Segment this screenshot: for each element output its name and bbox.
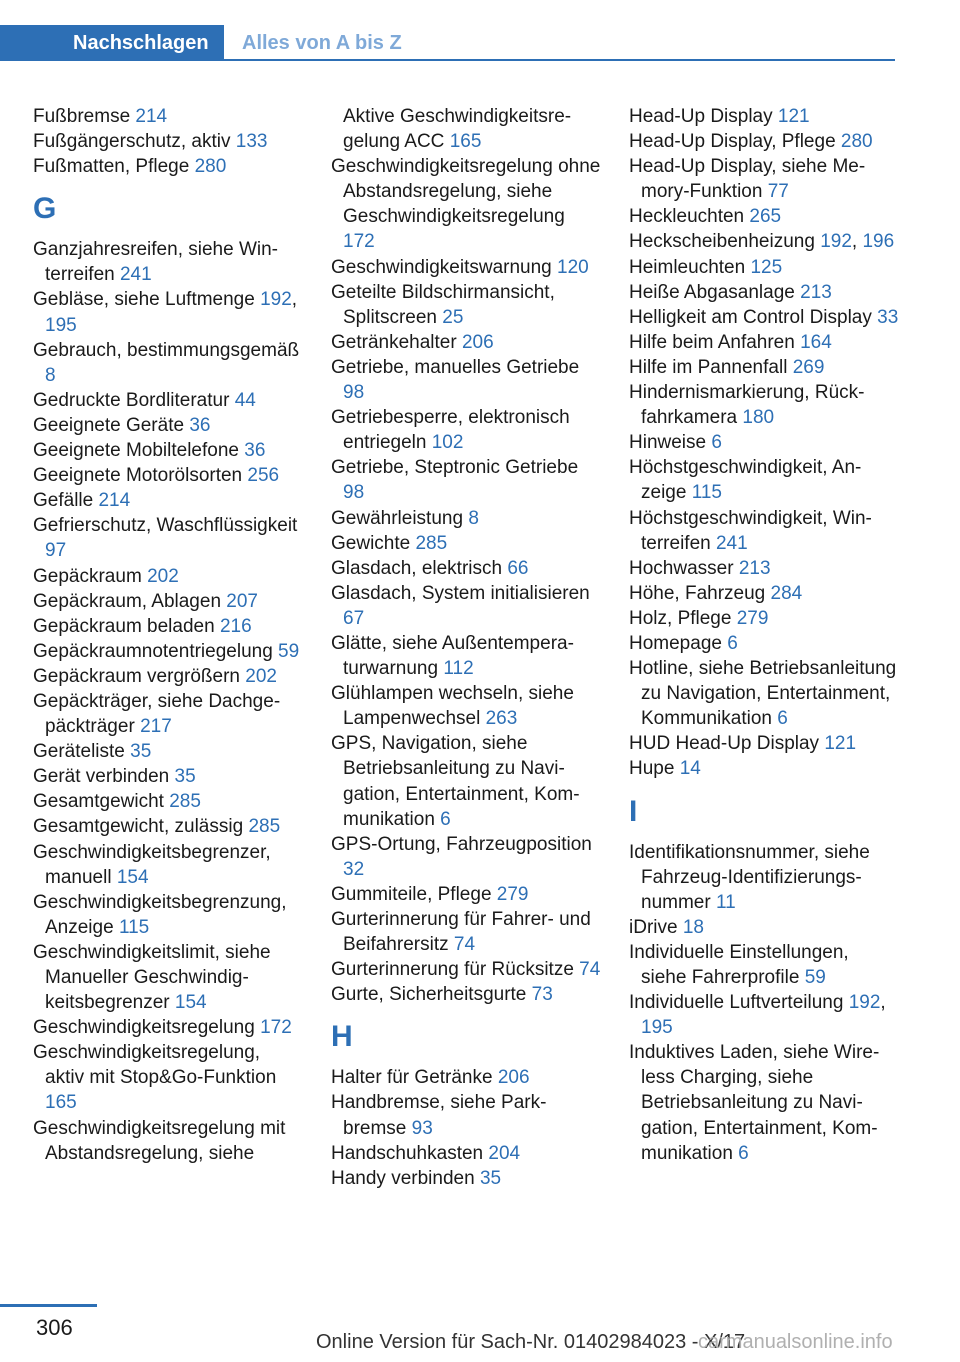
index-entry (629, 129, 899, 154)
index-entry-term: Gepäckträger, siehe Dachgepäckträger (33, 690, 281, 738)
index-entry-term: Getriebe, Steptronic Getriebe (331, 457, 579, 479)
index-entry (629, 840, 899, 915)
index-entry (629, 506, 899, 556)
index-entry-term: Head-Up Display, Pflege (629, 131, 836, 153)
index-entry (33, 1015, 303, 1040)
index-letter-heading: H (331, 1020, 353, 1054)
page-reference-link[interactable]: 241 (119, 264, 152, 286)
index-entry (629, 731, 899, 756)
index-entry-term: Gepäckraum, Ablagen (33, 590, 222, 612)
page-reference-link[interactable]: 35 (479, 1167, 502, 1189)
index-entry-term: Geschwindigkeitsregelung (33, 1017, 255, 1039)
index-entry-term: Gedruckte Bordliteratur (33, 389, 230, 411)
index-entry (33, 513, 303, 563)
page-reference-link[interactable]: 98 (343, 382, 365, 404)
index-entry-term: Gesamtgewicht (33, 791, 164, 813)
index-entry (629, 940, 899, 990)
page-reference-link[interactable]: 77 (767, 181, 789, 203)
page-reference-link[interactable]: 8 (45, 364, 56, 386)
index-entry (33, 1040, 303, 1115)
index-entry (331, 355, 601, 405)
page-reference-link[interactable]: 6 (440, 808, 451, 830)
index-entry-term: Geschwindigkeitslimit, siehe Manueller Geschwindigkeitsbegrenzer (33, 941, 271, 1014)
index-entry (331, 1090, 601, 1140)
page-reference-link[interactable]: 11 (715, 891, 736, 913)
index-entry-term: Geschwindigkeitsregelung mit Abstandsregelung, siehe (33, 1117, 286, 1164)
index-entry-term: Heimleuchten (629, 256, 746, 278)
footer-rule (0, 1304, 97, 1307)
index-entry-term: Hilfe beim Anfahren (629, 331, 795, 353)
index-entry-term: Glasdach, elektrisch (331, 557, 503, 579)
index-entry-term: Gurterinnerung für Fahrer- und Beifahrersitz (331, 909, 591, 956)
index-entry-term: Gebrauch, bestimmungsgemäß (33, 339, 300, 361)
index-entry (33, 789, 303, 814)
index-entry-term: Hilfe im Pannenfall (629, 356, 788, 378)
page-number: 306 (36, 1315, 73, 1340)
index-entry-term: Gerät verbinden (33, 766, 170, 788)
index-entry (331, 982, 601, 1007)
page-reference-link[interactable]: 154 (116, 866, 149, 888)
index-entry (629, 1040, 899, 1165)
index-entry-term: Geeignete Geräte (33, 414, 185, 436)
page-reference-link[interactable]: 207 (226, 590, 258, 612)
index-entry-term: Gesamtgewicht, zulässig (33, 816, 244, 838)
online-version-note: Online Version für Sach-Nr. 01402984023 - X/17 (316, 1331, 746, 1353)
page-reference-link[interactable]: 214 (135, 106, 168, 127)
index-entry-term: Geeignete Mobiltelefone (33, 440, 239, 462)
index-entry-term: Handbremse, siehe Parkbremse (331, 1092, 547, 1139)
index-entry-term: Induktives Laden, siehe Wireless Charging, siehe Betriebsanleitung zu Navigation, Entertainment, Kommunikation (629, 1042, 880, 1164)
index-entry-term: Holz, Pflege (629, 607, 732, 629)
page-reference-link[interactable]: 35 (174, 766, 196, 788)
page-reference-link[interactable]: 265 (749, 206, 782, 228)
index-entry-term: Glasdach, System initialisieren (331, 582, 590, 604)
index-entry-term: Heckscheibenheizung (629, 231, 815, 253)
index-entry (629, 631, 899, 656)
index-entry-term: Geschwindigkeitsregelung, aktiv mit Stop&Go-Funktion (33, 1042, 277, 1089)
page-reference-link[interactable]: 279 (496, 883, 529, 905)
page-reference-link[interactable]: 165 (45, 1092, 77, 1114)
index-entry (629, 355, 899, 380)
index-entry-term: Gepäckraum (33, 565, 142, 587)
index-entry (331, 1166, 601, 1191)
page-reference-link[interactable]: 165 (449, 131, 482, 153)
index-entry-term: Hindernismarkierung, Rückfahrkamera (629, 382, 865, 429)
index-entry (33, 564, 303, 589)
page-reference-link[interactable]: 285 (169, 791, 201, 813)
page-reference-link[interactable]: 74 (579, 959, 601, 981)
index-entry (33, 388, 303, 413)
index-entry-term: Fußgängerschutz, aktiv (33, 131, 231, 153)
index-entry (629, 581, 899, 606)
index-entry (331, 154, 601, 254)
index-entry-term: Getriebe, manuelles Getriebe (331, 356, 580, 378)
index-entry: Gebläse, siehe Luftmenge 192, 195 (33, 289, 298, 336)
page-reference-link[interactable]: 241 (715, 532, 748, 554)
page-reference-link[interactable]: 8 (468, 507, 479, 529)
page-reference-link[interactable]: 285 (415, 532, 448, 554)
page-reference-link[interactable]: 217 (140, 716, 172, 738)
index-entry (629, 556, 899, 581)
watermark: carmanualsonline.info (698, 1331, 893, 1353)
page-reference-link[interactable]: 213 (800, 281, 832, 303)
index-entry (331, 1065, 601, 1090)
page-reference-link[interactable]: 93 (411, 1117, 433, 1139)
index-entry (33, 739, 303, 764)
index-entry-term: HUD Head-Up Display (629, 733, 820, 755)
section-tab-nachschlagen[interactable]: Nachschlagen (0, 25, 224, 61)
index-entry (331, 405, 601, 455)
page-reference-link[interactable]: 6 (727, 632, 738, 654)
page-reference-link[interactable]: 67 (343, 607, 365, 629)
page-reference-link[interactable]: 202 (245, 665, 277, 687)
page-reference-link[interactable]: 18 (682, 916, 704, 938)
page-reference-link[interactable]: 73 (531, 984, 553, 1006)
index-entry (331, 731, 601, 831)
index-entry-term: iDrive (629, 916, 678, 938)
index-entry (33, 438, 303, 463)
index-entry (629, 606, 899, 631)
index-entry (33, 814, 303, 839)
page-reference-link[interactable]: 33 (877, 306, 899, 328)
index-entry (629, 330, 899, 355)
page-reference-link[interactable]: 279 (736, 607, 769, 629)
index-entry (629, 255, 899, 280)
index-entry (629, 455, 899, 505)
index-column-2 (331, 104, 601, 1191)
page-reference-link[interactable]: 36 (189, 414, 211, 436)
index-entry (33, 413, 303, 438)
page-reference-link[interactable]: 98 (343, 482, 365, 504)
index-entry (331, 631, 601, 681)
page-reference-link[interactable]: 74 (453, 934, 476, 956)
index-entry-term: Getränkehalter (331, 331, 457, 353)
index-entry-term: Geeignete Motorölsorten (33, 465, 243, 487)
page-reference-link[interactable]: 216 (219, 615, 252, 637)
index-entry-term: Homepage (629, 632, 722, 654)
index-entry-term: Geschwindigkeitsbegrenzung, Anzeige (33, 891, 287, 938)
page-reference-link[interactable]: 263 (485, 708, 518, 730)
page-reference-link[interactable]: 121 (777, 106, 810, 127)
index-entry-term: Individuelle Luftverteilung (629, 992, 844, 1014)
index-entry (629, 204, 899, 229)
page-reference-link[interactable]: 206 (461, 331, 494, 353)
index-entry (33, 664, 303, 689)
page-reference-link[interactable]: 164 (800, 331, 832, 353)
index-entry-term: Aktive Geschwindigkeitsregelung ACC (343, 106, 572, 153)
index-entry (331, 455, 601, 505)
index-entry (33, 764, 303, 789)
index-entry (33, 589, 303, 614)
page-reference-link[interactable]: 154 (174, 992, 207, 1014)
index-entry (629, 380, 899, 430)
index-entry-term: Identifikationsnummer, siehe Fahrzeug-Identifizierungsnummer (629, 841, 870, 913)
page-reference-link[interactable]: 280 (840, 131, 873, 153)
index-entry-term: Höchstgeschwindigkeit, Winterreifen (629, 507, 872, 554)
page-reference-link[interactable]: 172 (343, 231, 375, 253)
index-entry: Individuelle Luftverteilung 192, 195 (629, 992, 886, 1039)
page-reference-link[interactable]: 6 (711, 432, 722, 454)
page-reference-link[interactable]: 6 (777, 708, 788, 730)
index-entry-term: Geteilte Bildschirmansicht, Splitscreen (331, 281, 555, 328)
index-entry (33, 1116, 303, 1166)
index-entry (331, 832, 601, 882)
index-entry (629, 305, 899, 330)
page-reference-link[interactable]: 192 (820, 231, 852, 253)
index-entry (331, 280, 601, 330)
index-entry-term: Gefälle (33, 490, 94, 512)
page-reference-link[interactable]: 14 (679, 758, 701, 780)
page-reference-link[interactable]: 133 (235, 131, 268, 153)
index-entry-term: Glätte, siehe Außentemperaturwarnung (331, 632, 574, 680)
index-entry-term: Getriebesperre, elektronisch entriegeln (331, 407, 570, 454)
index-entry-term: Geschwindigkeitsbegrenzer, manuell (33, 841, 271, 888)
index-entry (331, 957, 601, 982)
index-entry-term: Geräteliste (33, 741, 125, 763)
index-entry (33, 689, 303, 739)
index-entry-term: Gewährleistung (331, 507, 464, 529)
page-reference-link[interactable]: 213 (738, 557, 771, 579)
index-entry (33, 129, 303, 154)
page-reference-link[interactable]: 66 (507, 557, 529, 579)
index-entry-term: Gepäckraum vergrößern (33, 665, 240, 687)
page-reference-link[interactable]: 269 (792, 356, 825, 378)
page-reference-link[interactable]: 115 (691, 482, 722, 504)
index-entry-term: Fußbremse (33, 106, 131, 127)
page-header (0, 25, 895, 61)
index-entry (33, 488, 303, 513)
index-entry (629, 104, 899, 129)
index-letter-heading: I (629, 794, 638, 828)
index-entry (629, 656, 899, 731)
page-reference-link[interactable]: 195 (45, 314, 77, 336)
page-reference-link[interactable]: 214 (98, 490, 131, 512)
index-entry: Heckscheibenheizung 192, 196 (629, 231, 895, 253)
page-reference-link[interactable]: 59 (804, 967, 826, 988)
index-entry-term: Hochwasser (629, 557, 734, 579)
index-entry (33, 614, 303, 639)
page-reference-link[interactable]: 102 (431, 432, 464, 454)
index-entry-term: Gummiteile, Pflege (331, 883, 492, 905)
index-entry-term: Head-Up Display, siehe Memory-Funktion (629, 156, 866, 203)
index-entry (331, 506, 601, 531)
index-entry (331, 104, 601, 154)
page-reference-link[interactable]: 32 (343, 858, 365, 880)
index-entry (331, 330, 601, 355)
index-entry-term: Gurterinnerung für Rücksitze (331, 959, 574, 981)
index-entry-term: Hinweise (629, 432, 707, 454)
page-reference-link[interactable]: 44 (234, 389, 256, 411)
index-entry-term: Gepäckraum beladen (33, 615, 215, 637)
index-entry (33, 338, 303, 388)
index-entry (331, 882, 601, 907)
index-entry (629, 756, 899, 781)
index-entry-term: Ganzjahresreifen, siehe Winterreifen (33, 239, 278, 286)
page-reference-link[interactable]: 36 (244, 440, 266, 462)
index-entry (331, 581, 601, 631)
index-letter-heading: G (33, 192, 57, 226)
index-entry (33, 840, 303, 890)
page-reference-link[interactable]: 97 (45, 540, 67, 562)
page-reference-link[interactable]: 112 (443, 658, 474, 680)
index-entry-term: Hupe (629, 758, 675, 780)
index-entry (331, 531, 601, 556)
index-entry-term: Handschuhkasten (331, 1142, 484, 1164)
index-entry-term: Höhe, Fahrzeug (629, 582, 766, 604)
page-reference-link[interactable]: 121 (824, 733, 857, 755)
index-entry-term: Gebläse, siehe Luftmenge (33, 289, 255, 311)
page-reference-link[interactable]: 115 (118, 916, 150, 938)
index-entry (629, 430, 899, 455)
index-entry (33, 237, 303, 287)
page-reference-link[interactable]: 285 (248, 816, 281, 838)
index-entry (331, 556, 601, 581)
section-tab-alles-von-a-bis-z[interactable]: Alles von A bis Z (242, 32, 402, 54)
page-reference-link[interactable]: 192 (260, 289, 292, 311)
index-entry (33, 639, 303, 664)
index-entry-term: Gewichte (331, 532, 411, 554)
index-column-3 (629, 104, 899, 1166)
index-entry (331, 255, 601, 280)
index-entry-term: Individuelle Einstellungen, siehe Fahrerprofile (629, 941, 849, 988)
index-entry-term: GPS-Ortung, Fahrzeugposition (331, 833, 592, 855)
index-entry (629, 915, 899, 940)
page-reference-link[interactable]: 196 (862, 231, 895, 253)
page-reference-link[interactable]: 120 (557, 256, 589, 278)
index-entry-term: Heiße Abgasanlage (629, 281, 795, 303)
index-entry-term: Hotline, siehe Betriebsanleitung zu Navigation, Entertainment, Kommunikation (629, 658, 897, 730)
index-entry-term: Glühlampen wechseln, siehe Lampenwechsel (331, 683, 574, 730)
page-reference-link[interactable]: 25 (442, 306, 464, 328)
index-entry (629, 280, 899, 305)
index-entry-term: Fußmatten, Pflege (33, 156, 190, 178)
page-reference-link[interactable]: 59 (278, 640, 300, 662)
page-reference-link[interactable]: 172 (260, 1017, 292, 1039)
page-reference-link[interactable]: 206 (497, 1067, 530, 1089)
page-reference-link[interactable]: 202 (147, 565, 179, 587)
index-entry (629, 154, 899, 204)
index-entry (33, 890, 303, 940)
page-reference-link[interactable]: 6 (738, 1142, 749, 1164)
index-entry-term: Höchstgeschwindigkeit, Anzeige (629, 457, 862, 504)
page-reference-link[interactable]: 280 (194, 156, 227, 178)
page-reference-link[interactable]: 204 (488, 1142, 521, 1164)
index-entry-term: Gefrierschutz, Waschflüssigkeit (33, 515, 298, 537)
index-entry-term: Gurte, Sicherheitsgurte (331, 984, 527, 1006)
index-entry (33, 154, 303, 179)
index-entry (33, 463, 303, 488)
page-reference-link[interactable]: 256 (247, 465, 280, 487)
index-entry (331, 907, 601, 957)
index-entry-term: Handy verbinden (331, 1167, 475, 1189)
page-reference-link[interactable]: 125 (750, 256, 783, 278)
page-reference-link[interactable]: 180 (742, 407, 775, 429)
index-entry-term: GPS, Navigation, siehe Betriebsanleitung zu Navigation, Entertainment, Kommunikation (331, 733, 580, 830)
index-entry-term: Gepäckraumnotentriegelung (33, 640, 273, 662)
index-entry-term: Halter für Getränke (331, 1067, 493, 1089)
page-reference-link[interactable]: 195 (641, 1017, 673, 1039)
page-reference-link[interactable]: 35 (130, 741, 152, 763)
index-entry-term: Head-Up Display (629, 106, 773, 127)
index-entry-term: Helligkeit am Control Display (629, 306, 872, 328)
index-entry (33, 940, 303, 1015)
index-entry (331, 681, 601, 731)
index-entry-term: Geschwindigkeitsregelung ohne Abstandsregelung, siehe Geschwindigkeitsregelung (331, 156, 601, 228)
index-entry-term: Heckleuchten (629, 206, 745, 228)
index-entry-term: Geschwindigkeitswarnung (331, 256, 552, 278)
index-column-1 (33, 104, 303, 1166)
page-reference-link[interactable]: 192 (848, 992, 881, 1014)
page-reference-link[interactable]: 284 (770, 582, 803, 604)
index-entry (33, 104, 303, 129)
index-entry (331, 1141, 601, 1166)
